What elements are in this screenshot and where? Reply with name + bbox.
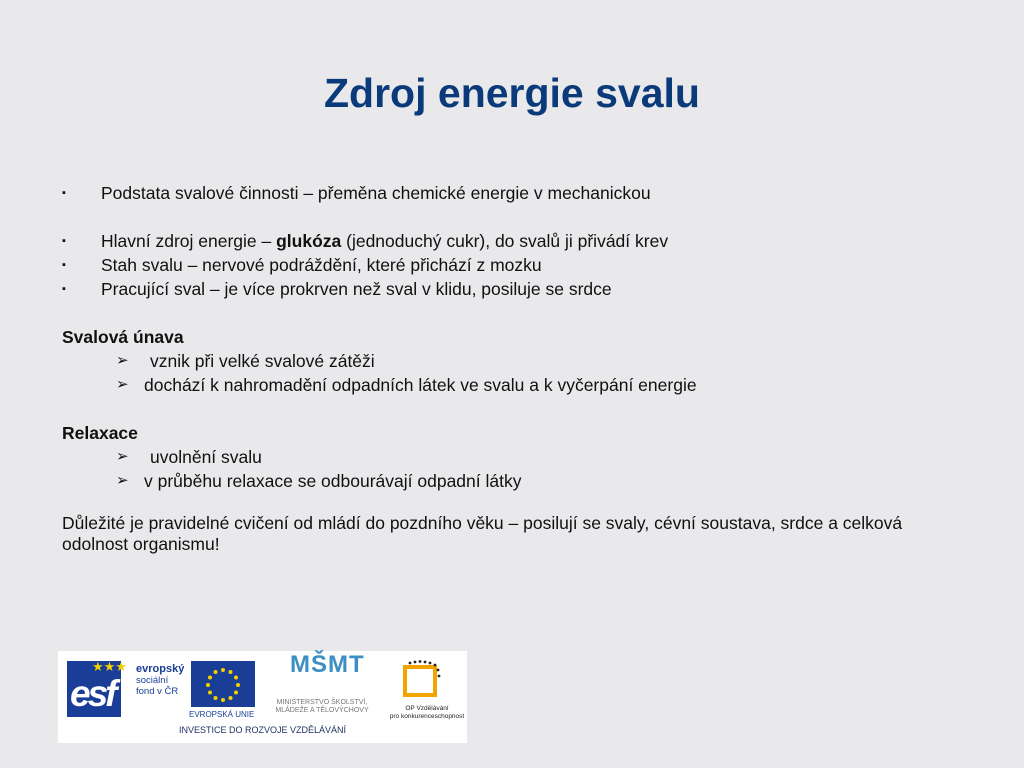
bullet-item (62, 229, 962, 253)
msmt-logo: MŠMT (290, 651, 365, 678)
sub-item-text: uvolnění svalu (150, 447, 262, 467)
bullet-text-pre: Hlavní zdroj energie – (101, 231, 277, 251)
section-heading-fatigue: Svalová únava (62, 327, 184, 347)
eu-caption: EVROPSKÁ UNIE (189, 710, 255, 719)
closing-paragraph: Důležité je pravidelné cvičení od mládí do pozdního věku – posilují se svaly, cévní soustava, srdce a celková odolnost organismu! (62, 513, 903, 554)
bullet-text: Pracující sval – je více prokrven než sval v klidu, posiluje se srdce (101, 279, 612, 299)
esf-mark: esf (70, 673, 115, 714)
slide-content (62, 181, 962, 555)
sub-item (62, 373, 962, 397)
op-caption: OP Vzdělávání pro konkurenceschopnost (389, 705, 465, 720)
bullet-text-post: (jednoduchý cukr), do svalů ji přivádí krev (341, 231, 669, 251)
op-logo-icon (400, 659, 442, 701)
bullet-item (62, 277, 962, 301)
sub-item (62, 445, 962, 469)
sponsor-logo-strip (58, 651, 467, 743)
star-icon: ★★★ (92, 659, 127, 674)
esf-caption: evropský sociální fond v ČR (136, 663, 185, 697)
square-bullet-icon: ▪ (62, 259, 66, 271)
bullet-item (62, 253, 962, 277)
bullet-text: Podstata svalové činnosti – přeměna chemické energie v mechanickou (101, 183, 651, 203)
arrow-bullet-icon: ➢ (116, 376, 129, 393)
bullet-item (62, 181, 962, 205)
square-bullet-icon: ▪ (62, 187, 66, 199)
sub-item (62, 349, 962, 373)
slide-title: Zdroj energie svalu (324, 70, 700, 116)
bullet-text-bold: glukóza (276, 231, 342, 251)
square-bullet-icon: ▪ (62, 235, 66, 247)
eu-stars-icon (191, 661, 255, 707)
sub-item-text: vznik při velké svalové zátěži (150, 351, 375, 371)
sub-item-text: v průběhu relaxace se odbourávají odpadní látky (144, 471, 522, 491)
msmt-caption: MINISTERSTVO ŠKOLSTVÍ, MLÁDEŽE A TĚLOVÝCHOVY (275, 699, 369, 714)
arrow-bullet-icon: ➢ (116, 352, 129, 369)
eu-flag-icon (191, 661, 255, 707)
sub-item-text: dochází k nahromadění odpadních látek ve svalu a k vyčerpání energie (144, 375, 697, 395)
sub-item (62, 469, 962, 493)
square-bullet-icon: ▪ (62, 283, 66, 295)
bullet-text: Stah svalu – nervové podráždění, které přichází z mozku (101, 255, 542, 275)
logos-footer-text: INVESTICE DO ROZVOJE VZDĚLÁVÁNÍ (178, 725, 347, 735)
section-heading-relaxation: Relaxace (62, 423, 138, 443)
arrow-bullet-icon: ➢ (116, 472, 129, 489)
arrow-bullet-icon: ➢ (116, 448, 129, 465)
